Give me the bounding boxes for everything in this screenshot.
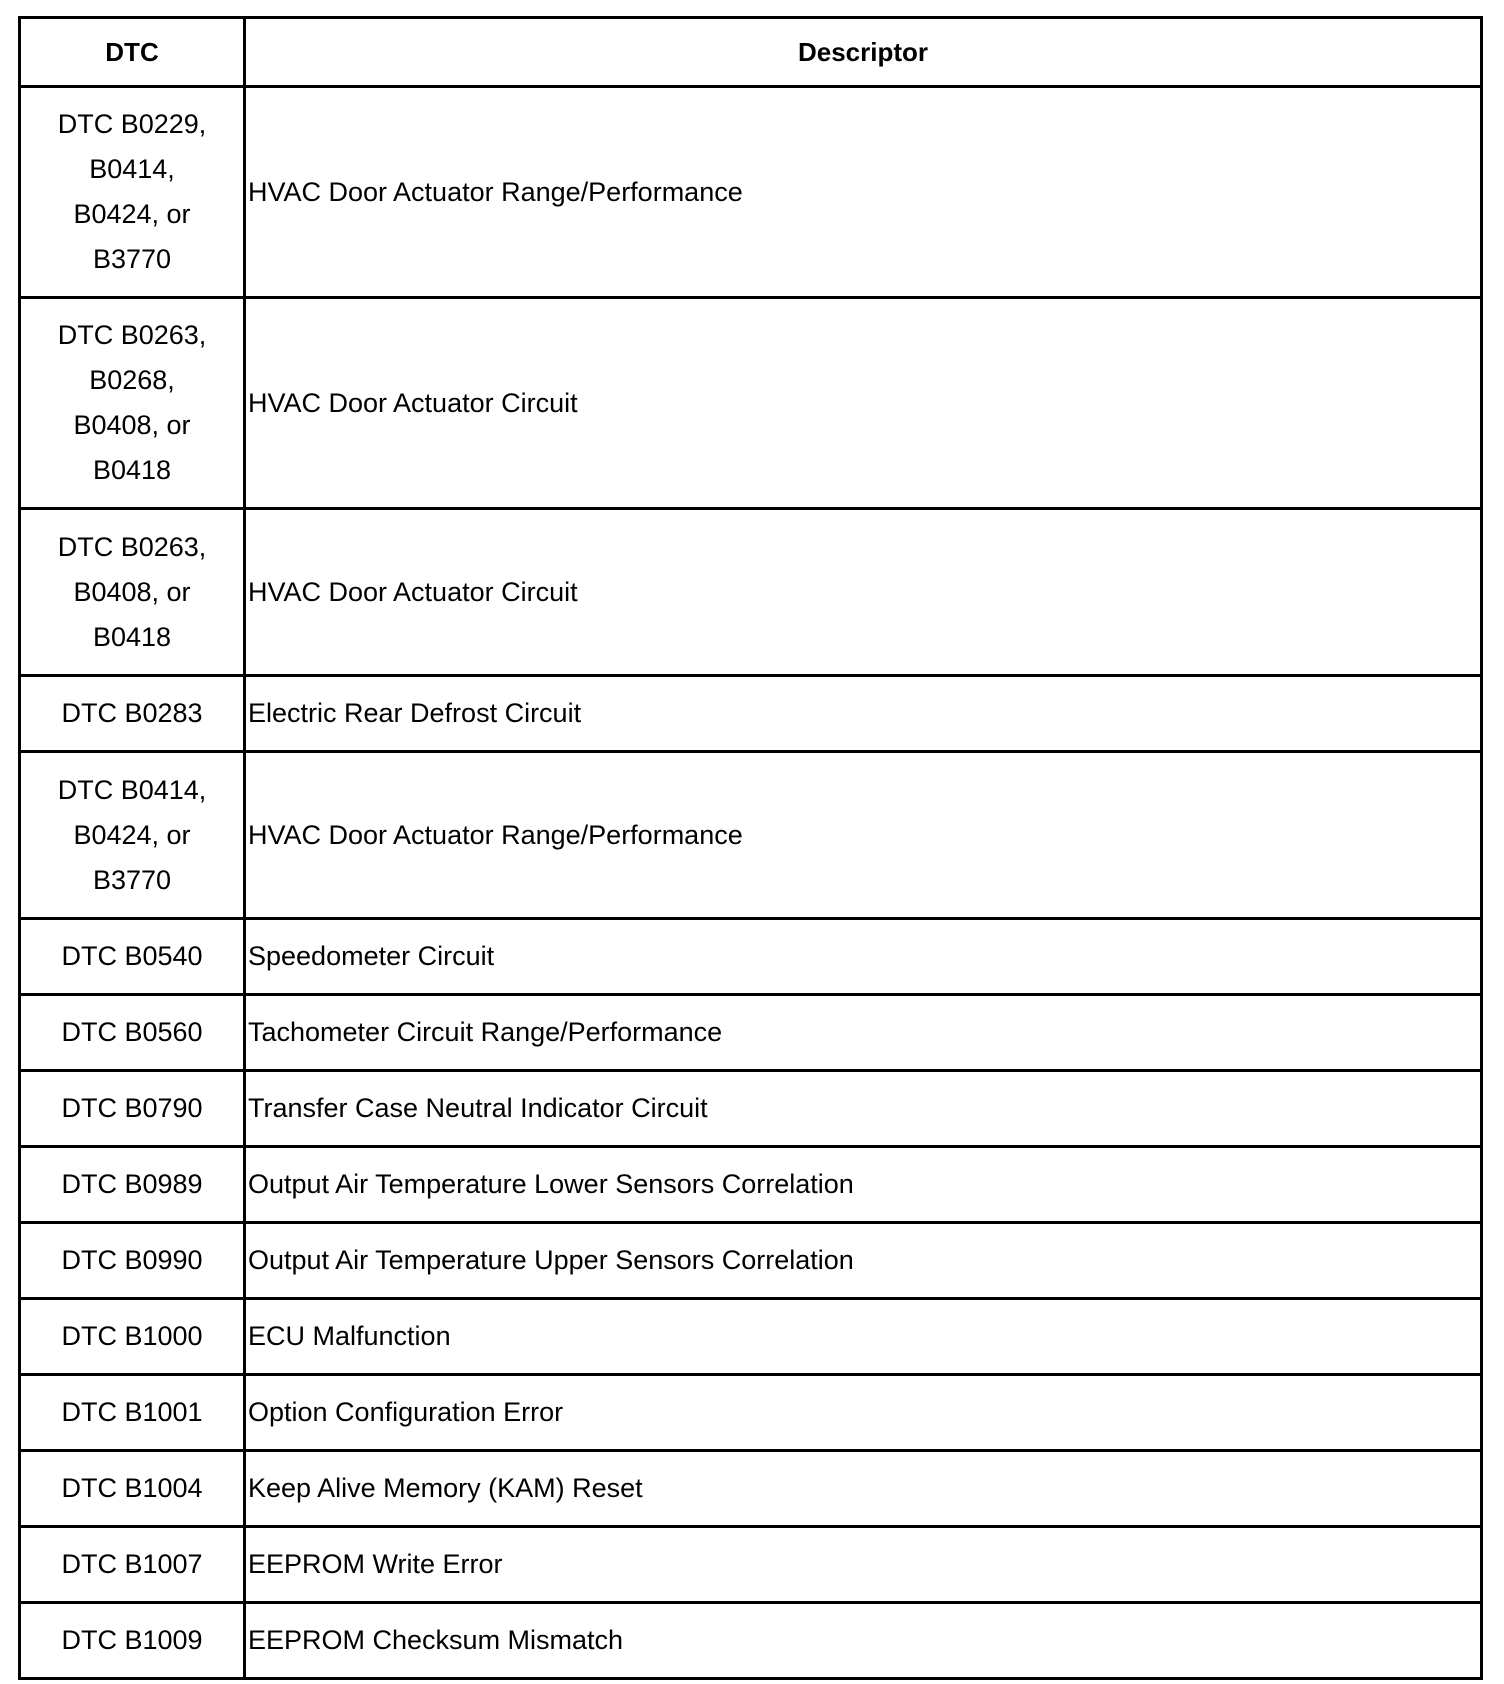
table-row (20, 298, 1482, 509)
dtc-descriptor: HVAC Door Actuator Range/Performance (245, 87, 1482, 298)
dtc-descriptor: Output Air Temperature Upper Sensors Correlation (245, 1223, 1482, 1299)
dtc-code: DTC B0790 (20, 1071, 245, 1147)
dtc-column-header: DTC (20, 18, 245, 87)
table-row (20, 919, 1482, 995)
dtc-descriptor: ECU Malfunction (245, 1299, 1482, 1375)
table-row (20, 1527, 1482, 1603)
table-row (20, 1375, 1482, 1451)
table-row (20, 676, 1482, 752)
dtc-descriptor: Transfer Case Neutral Indicator Circuit (245, 1071, 1482, 1147)
dtc-code: DTC B0263, B0268, B0408, or B0418 (20, 298, 245, 509)
table-row (20, 1071, 1482, 1147)
table-row (20, 1603, 1482, 1679)
dtc-code: DTC B1004 (20, 1451, 245, 1527)
dtc-descriptor: Electric Rear Defrost Circuit (245, 676, 1482, 752)
dtc-descriptor: HVAC Door Actuator Circuit (245, 298, 1482, 509)
dtc-descriptor: EEPROM Checksum Mismatch (245, 1603, 1482, 1679)
descriptor-column-header: Descriptor (245, 18, 1482, 87)
table-row (20, 1223, 1482, 1299)
dtc-descriptor: Speedometer Circuit (245, 919, 1482, 995)
table-row (20, 87, 1482, 298)
table-header-row (20, 18, 1482, 87)
dtc-code: DTC B1001 (20, 1375, 245, 1451)
dtc-descriptor: Tachometer Circuit Range/Performance (245, 995, 1482, 1071)
dtc-code: DTC B0263, B0408, or B0418 (20, 509, 245, 676)
table-row (20, 752, 1482, 919)
dtc-descriptor: Keep Alive Memory (KAM) Reset (245, 1451, 1482, 1527)
dtc-code: DTC B0540 (20, 919, 245, 995)
dtc-table (18, 16, 1483, 1680)
dtc-code: DTC B0560 (20, 995, 245, 1071)
table-row (20, 995, 1482, 1071)
dtc-code: DTC B0414, B0424, or B3770 (20, 752, 245, 919)
dtc-code: DTC B1009 (20, 1603, 245, 1679)
dtc-descriptor: EEPROM Write Error (245, 1527, 1482, 1603)
table-row (20, 1299, 1482, 1375)
table-row (20, 509, 1482, 676)
table-row (20, 1451, 1482, 1527)
dtc-code: DTC B1000 (20, 1299, 245, 1375)
dtc-descriptor: HVAC Door Actuator Circuit (245, 509, 1482, 676)
dtc-code: DTC B0990 (20, 1223, 245, 1299)
dtc-descriptor: Option Configuration Error (245, 1375, 1482, 1451)
dtc-code: DTC B0229, B0414, B0424, or B3770 (20, 87, 245, 298)
dtc-code: DTC B0283 (20, 676, 245, 752)
dtc-code: DTC B0989 (20, 1147, 245, 1223)
dtc-descriptor: HVAC Door Actuator Range/Performance (245, 752, 1482, 919)
table-row (20, 1147, 1482, 1223)
dtc-descriptor: Output Air Temperature Lower Sensors Correlation (245, 1147, 1482, 1223)
dtc-code: DTC B1007 (20, 1527, 245, 1603)
